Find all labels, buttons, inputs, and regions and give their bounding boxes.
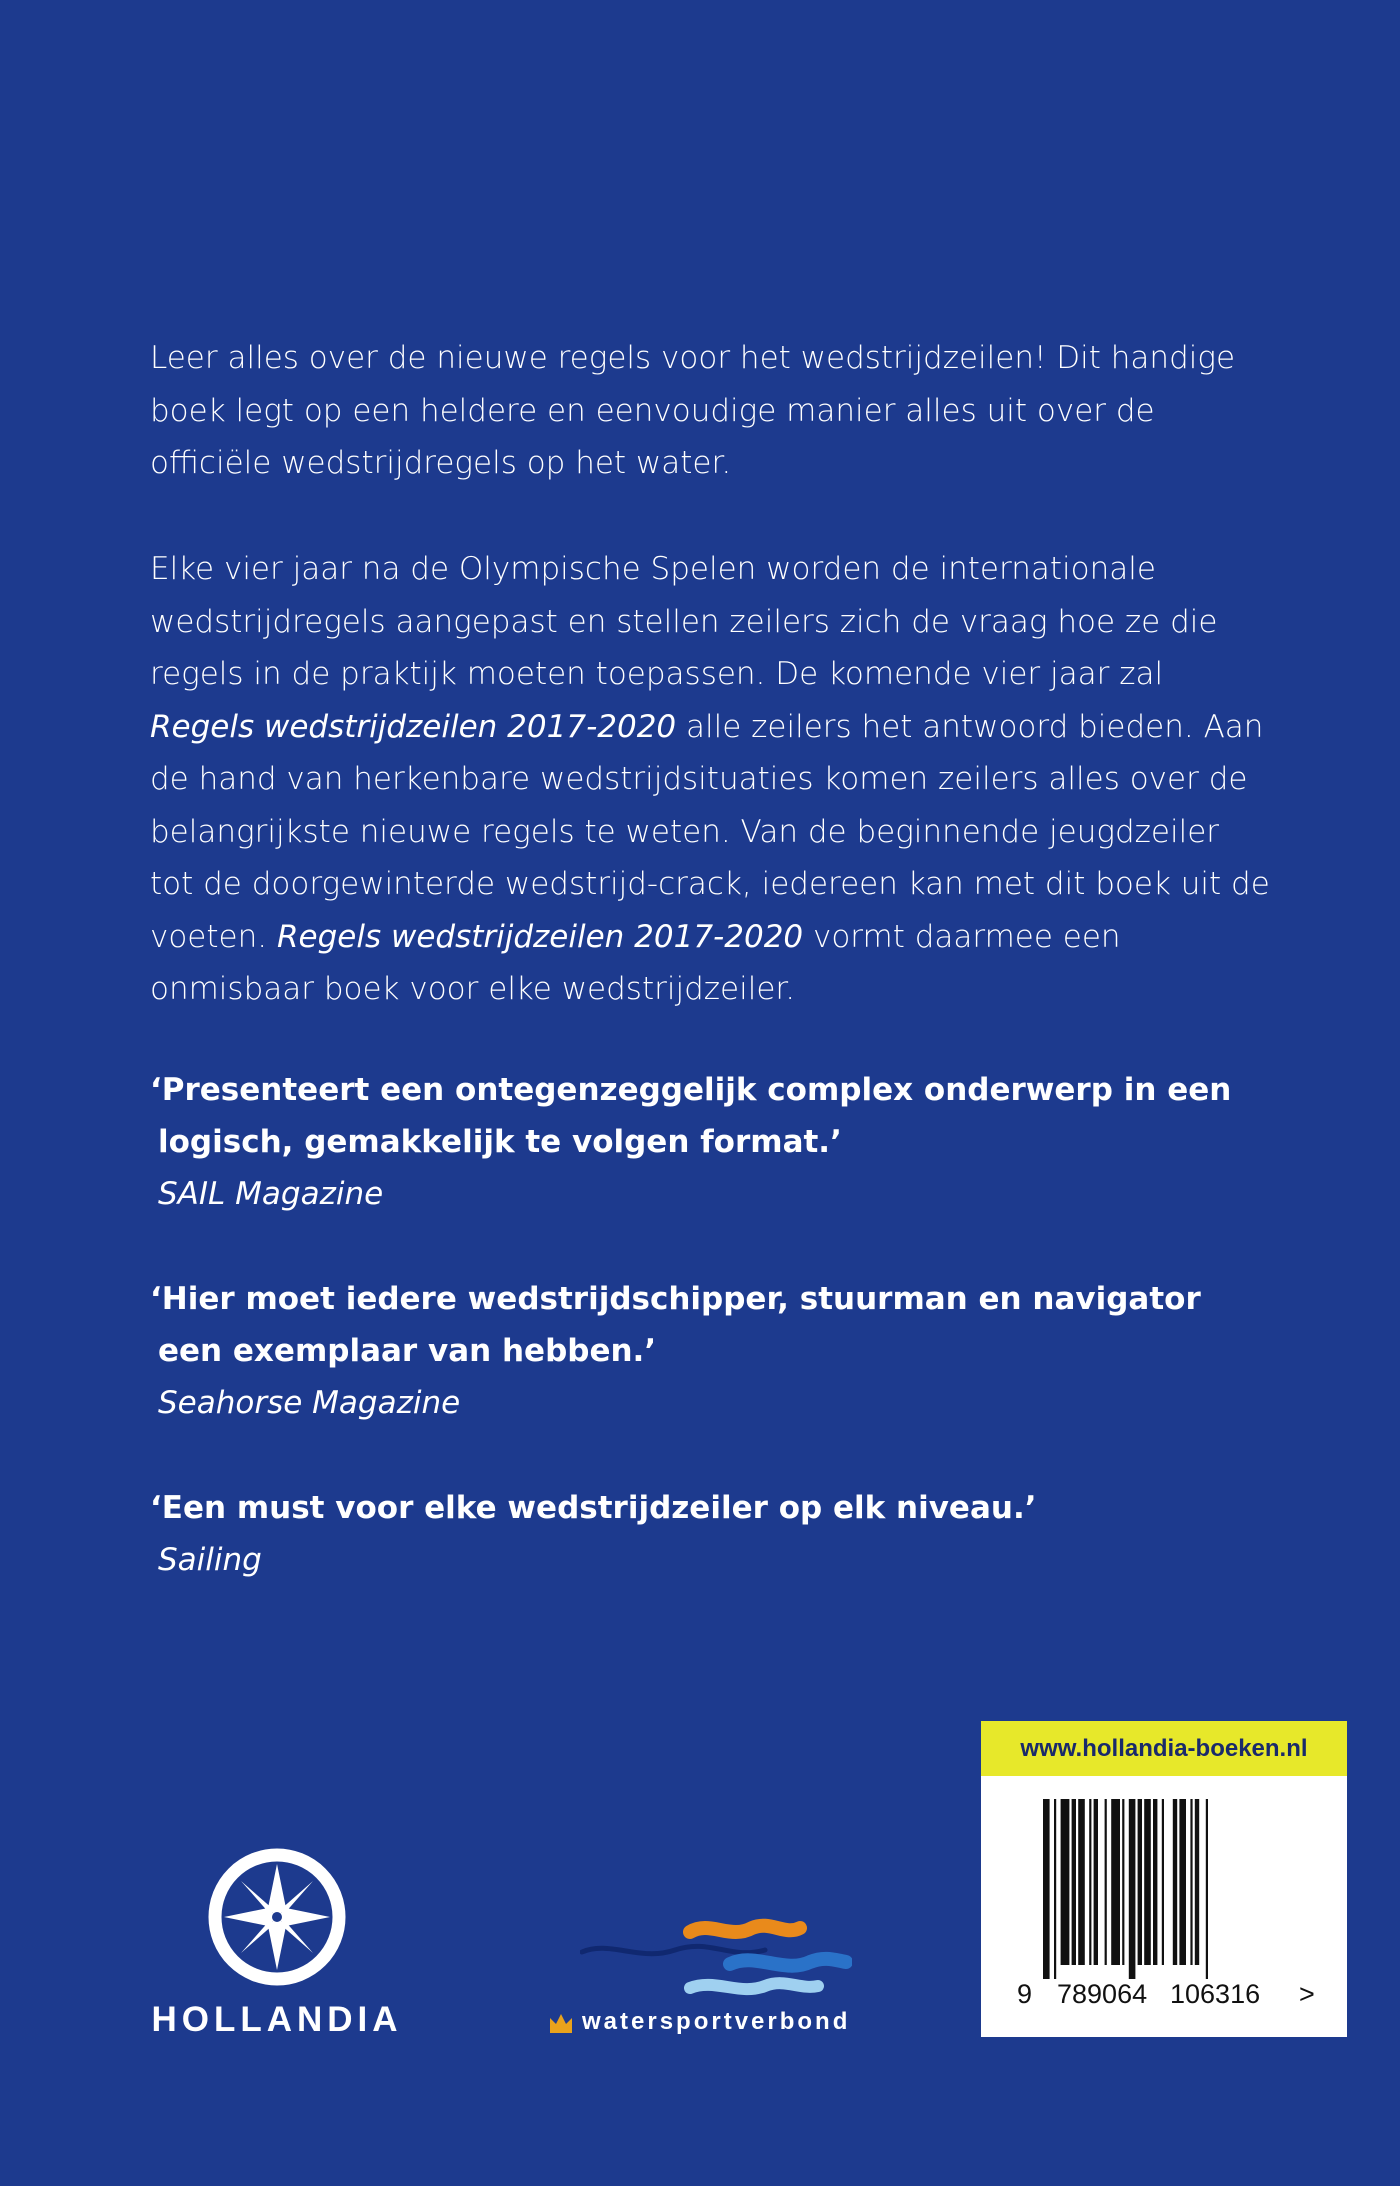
quote-line: ‘Hier moet iedere wedstrijdschipper, stuurman en navigator xyxy=(150,1281,1201,1317)
barcode-bar xyxy=(1162,1799,1164,1965)
review-quote xyxy=(150,1482,1300,1586)
quote-source: SAIL Magazine xyxy=(158,1176,384,1212)
barcode-bar xyxy=(1153,1799,1157,1965)
barcode-bar xyxy=(1094,1799,1098,1965)
quote-text xyxy=(150,1064,1300,1168)
barcode-bar xyxy=(1043,1799,1050,1979)
hollandia-logo xyxy=(148,1848,406,2048)
partner-name: watersportverbond xyxy=(582,2008,851,2035)
publisher-name: HOLLANDIA xyxy=(151,2000,403,2039)
compass-rose-icon xyxy=(208,1848,346,1986)
description-paragraph xyxy=(150,543,1270,1016)
barcode-bar xyxy=(1129,1799,1136,1979)
quote-source: Sailing xyxy=(158,1542,262,1578)
isbn-digit-group: 106316 xyxy=(1170,1979,1261,2009)
intro-paragraph: Leer alles over de nieuwe regels voor het wedstrijdzeilen! Dit handige boek legt op een heldere en eenvoudige manier alles uit over de officiële wedstrijdregels op het water. xyxy=(150,340,1236,481)
review-quote xyxy=(150,1273,1300,1429)
isbn-trail: > xyxy=(1299,1979,1315,2009)
description-text: vormt daarmee een onmisbaar boek voor elke wedstrijdzeiler. xyxy=(150,918,1121,1007)
barcode-bar xyxy=(1173,1799,1177,1965)
book-title-italic: Regels wedstrijdzeilen 2017-2020 xyxy=(150,708,677,745)
isbn-digit-group: 789064 xyxy=(1057,1979,1148,2009)
quote-line: ‘Presenteert een ontegenzeggelijk complex onderwerp in een xyxy=(150,1072,1232,1108)
barcode-box xyxy=(981,1721,1347,2037)
isbn-lead-digit: 9 xyxy=(1017,1979,1033,2009)
quote-source: Seahorse Magazine xyxy=(158,1385,461,1421)
quote-line: een exemplaar van hebben.’ xyxy=(158,1333,657,1369)
barcode-bar xyxy=(1122,1799,1124,1965)
barcode-bar xyxy=(1138,1799,1142,1965)
barcode-bar xyxy=(1054,1799,1056,1979)
barcode xyxy=(1043,1799,1283,1979)
quote-text xyxy=(150,1482,1300,1534)
publisher-url: www.hollandia-boeken.nl xyxy=(981,1721,1347,1776)
watersportverbond-logo xyxy=(548,1918,858,2048)
barcode-bar xyxy=(1105,1799,1107,1965)
barcode-bar xyxy=(1078,1799,1085,1965)
description-text: alle zeilers het antwoord bieden. Aan de hand van herkenbare wedstrijdsituaties komen zeilers alles over de belangrijkste nieuwe regels te weten. Van de beginnende jeugdzeiler tot de doorgewinterde wedstrijd-crack, iedereen kan met dit boek uit de voeten. xyxy=(150,708,1270,955)
barcode-bar xyxy=(1072,1799,1076,1965)
barcode-bar xyxy=(1144,1799,1151,1965)
barcode-bar xyxy=(1195,1799,1199,1965)
barcode-bar xyxy=(1190,1799,1192,1965)
review-quote xyxy=(150,1064,1300,1220)
barcode-bar xyxy=(1111,1799,1120,1965)
barcode-bar xyxy=(1179,1799,1186,1965)
crown-icon xyxy=(548,2010,574,2034)
barcode-bar xyxy=(1206,1799,1208,1979)
quote-text xyxy=(150,1273,1300,1377)
description-text: Elke vier jaar na de Olympische Spelen worden de internationale wedstrijdregels aangepast en stellen zeilers zich de vraag hoe ze die regels in de praktijk moeten toepassen. De komende vier jaar zal xyxy=(150,551,1218,692)
quote-line: logisch, gemakkelijk te volgen format.’ xyxy=(158,1124,842,1160)
quote-line: ‘Een must voor elke wedstrijdzeiler op elk niveau.’ xyxy=(150,1490,1037,1526)
isbn-digits xyxy=(981,1979,1347,2019)
barcode-bar xyxy=(1089,1799,1091,1965)
book-title-italic: Regels wedstrijdzeilen 2017-2020 xyxy=(276,918,804,955)
barcode-bar xyxy=(1061,1799,1070,1965)
waves-icon xyxy=(580,1918,852,2000)
